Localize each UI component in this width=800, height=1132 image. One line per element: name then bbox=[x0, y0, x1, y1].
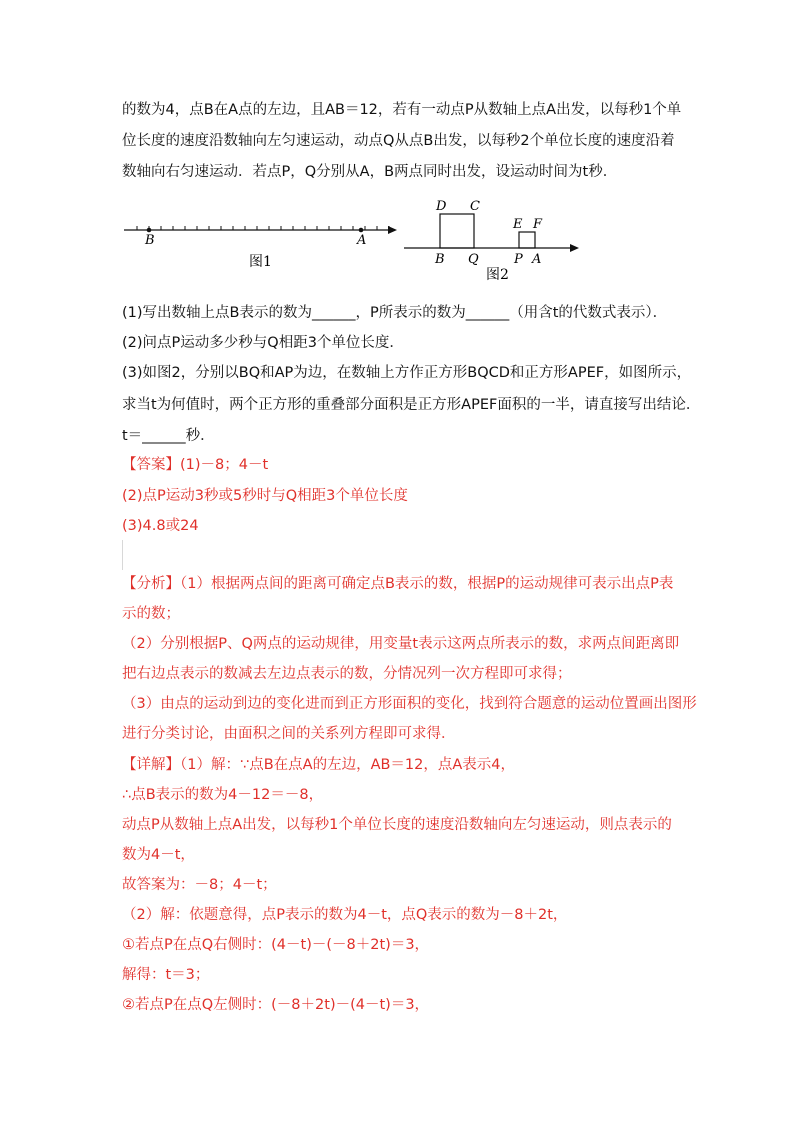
detail-line-9: ②若点P在点Q左侧时：(－8＋2t)－(4－t)＝3， bbox=[122, 997, 430, 1013]
fig2-label-d: D bbox=[436, 199, 447, 214]
fig2-caption: 图2 bbox=[486, 267, 509, 283]
square-apef bbox=[519, 232, 535, 248]
analysis-line-3: （2）分别根据P、Q两点的运动规律，用变量t表示这两点所表示的数，求两点间距离即 bbox=[122, 636, 680, 652]
figure-2-squares bbox=[404, 199, 579, 283]
question-3-line-3: t＝______秒． bbox=[122, 428, 215, 444]
fig1-label-b: B bbox=[145, 233, 155, 248]
point-a-dot bbox=[359, 228, 364, 233]
fig2-label-q: Q bbox=[468, 252, 479, 267]
figures-svg bbox=[118, 190, 598, 290]
problem-line-2: 位长度的速度沿数轴向左匀速运动，动点Q从点B出发，以每秒2个单位长度的速度沿着 bbox=[122, 133, 675, 149]
figure-1-number-line bbox=[124, 226, 397, 270]
detail-line-3: 动点P从数轴上点A出发，以每秒1个单位长度的速度沿数轴向左匀速运动，则点表示的 bbox=[122, 817, 672, 833]
problem-line-1: 的数为4，点B在A点的左边，且AB＝12，若有一动点P从数轴上点A出发，以每秒1个单 bbox=[122, 102, 682, 118]
detail-line-2: ∴点B表示的数为4－12＝－8， bbox=[122, 787, 324, 803]
question-2: (2)问点P运动多少秒与Q相距3个单位长度． bbox=[122, 335, 404, 351]
fig1-caption: 图1 bbox=[249, 254, 272, 270]
point-b-dot bbox=[147, 228, 152, 233]
analysis-line-5: （3）由点的运动到边的变化进而到正方形面积的变化，找到符合题意的运动位置画出图形 bbox=[122, 696, 697, 712]
answer-line-2: (2)点P运动3秒或5秒时与Q相距3个单位长度 bbox=[122, 488, 408, 504]
analysis-line-2: 示的数； bbox=[122, 606, 180, 622]
fig2-label-a: A bbox=[532, 252, 542, 267]
detail-line-5: 故答案为：－8；4－t； bbox=[122, 877, 277, 893]
square-bqcd bbox=[440, 214, 474, 248]
detail-line-7: ①若点P在点Q右侧时：(4－t)－(－8＋2t)＝3， bbox=[122, 937, 430, 953]
fig2-label-c: C bbox=[470, 199, 480, 214]
fig1-label-a: A bbox=[357, 233, 367, 248]
detail-line-4: 数为4－t， bbox=[122, 847, 195, 863]
analysis-line-1: 【分析】（1）根据两点间的距离可确定点B表示的数，根据P的运动规律可表示出点P表 bbox=[122, 576, 674, 592]
detail-line-6: （2）解：依题意得，点P表示的数为4－t，点Q表示的数为－8＋2t， bbox=[122, 907, 568, 923]
question-3-line-2: 求当t为何值时，两个正方形的重叠部分面积是正方形APEF面积的一半，请直接写出结论． bbox=[122, 397, 701, 413]
figures bbox=[118, 190, 598, 290]
answer-line-3: (3)4.8或24 bbox=[122, 518, 199, 534]
detail-line-1: 【详解】（1）解：∵点B在点A的左边，AB＝12，点A表示4， bbox=[122, 757, 516, 773]
fig2-label-e: E bbox=[513, 217, 523, 232]
analysis-line-6: 进行分类讨论，由面积之间的关系列方程即可求得． bbox=[122, 726, 456, 742]
detail-line-8: 解得：t＝3； bbox=[122, 967, 210, 983]
question-3-line-1: (3)如图2，分别以BQ和AP为边，在数轴上方作正方形BQCD和正方形APEF，如图所示， bbox=[122, 365, 692, 381]
problem-line-3: 数轴向右匀速运动．若点P，Q分别从A，B两点同时出发，设运动时间为t秒． bbox=[122, 164, 618, 180]
fig2-label-p: P bbox=[514, 252, 523, 267]
question-1: (1)写出数轴上点B表示的数为______，P所表示的数为______（用含t的代数式表示）． bbox=[122, 305, 668, 321]
fig2-label-b: B bbox=[435, 252, 445, 267]
answer-line-1: 【答案】(1)－8；4－t bbox=[122, 457, 269, 473]
vertical-divider bbox=[122, 540, 123, 570]
fig2-label-f: F bbox=[533, 217, 543, 232]
analysis-line-4: 把右边点表示的数减去左边点表示的数，分情况列一次方程即可求得； bbox=[122, 666, 572, 682]
